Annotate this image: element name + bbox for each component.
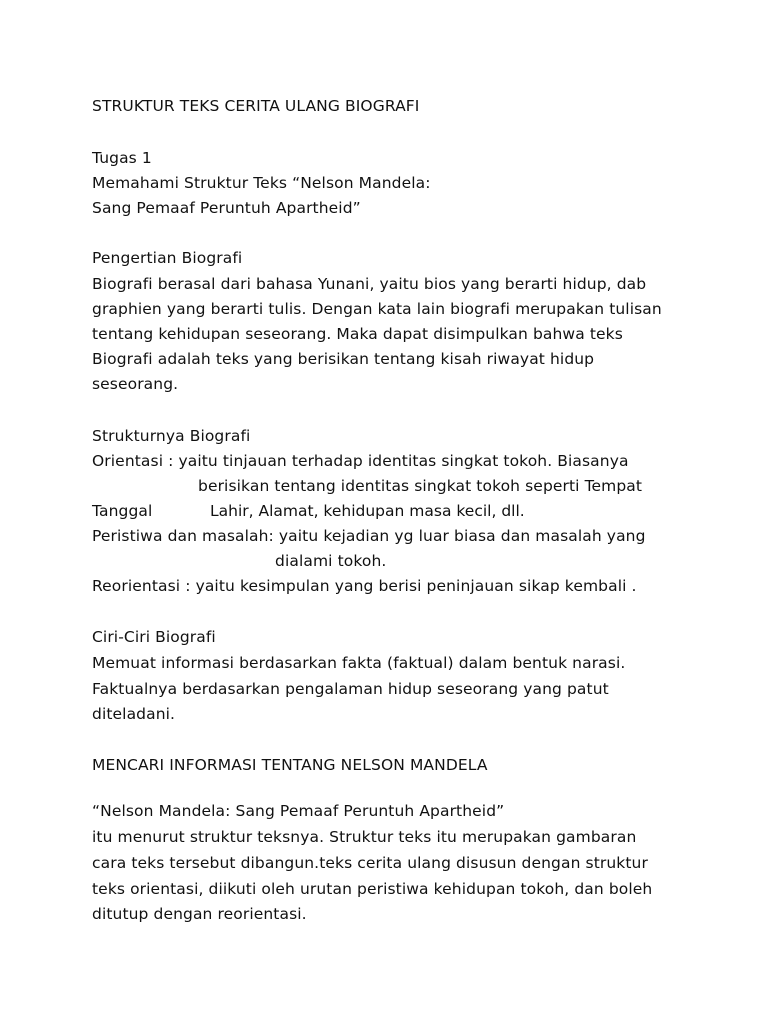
pengertian-line: tentang kehidupan seseorang. Maka dapat disimpulkan bahwa teks — [92, 325, 623, 343]
mencari-line: ditutup dengan reorientasi. — [92, 905, 307, 923]
ciri-line: Faktualnya berdasarkan pengalaman hidup seseorang yang patut — [92, 680, 609, 698]
orientasi-line-3a: Tanggal — [92, 502, 153, 520]
orientasi-line-1: Orientasi : yaitu tinjauan terhadap identitas singkat tokoh. Biasanya — [92, 452, 629, 470]
tugas-line-1: Memahami Struktur Teks “Nelson Mandela: — [92, 174, 431, 192]
reorientasi-line: Reorientasi : yaitu kesimpulan yang berisi peninjauan sikap kembali . — [92, 577, 637, 595]
mencari-quote: “Nelson Mandela: Sang Pemaaf Peruntuh Apartheid” — [92, 802, 505, 820]
ciri-line: Memuat informasi berdasarkan fakta (faktual) dalam bentuk narasi. — [92, 654, 626, 672]
pengertian-line: graphien yang berarti tulis. Dengan kata lain biografi merupakan tulisan — [92, 300, 662, 318]
peristiwa-line-1: Peristiwa dan masalah: yaitu kejadian yg luar biasa dan masalah yang — [92, 527, 646, 545]
pengertian-line: seseorang. — [92, 375, 179, 393]
document-title: STRUKTUR TEKS CERITA ULANG BIOGRAFI — [92, 97, 420, 115]
mencari-heading: MENCARI INFORMASI TENTANG NELSON MANDELA — [92, 756, 488, 774]
orientasi-line-2: berisikan tentang identitas singkat tokoh seperti Tempat — [198, 477, 643, 495]
ciri-line: diteladani. — [92, 705, 176, 723]
tugas-line-2: Sang Pemaaf Peruntuh Apartheid” — [92, 199, 361, 217]
pengertian-line: Biografi berasal dari bahasa Yunani, yaitu bios yang berarti hidup, dab — [92, 275, 647, 293]
mencari-line: itu menurut struktur teksnya. Struktur teks itu merupakan gambaran — [92, 828, 637, 846]
ciri-heading: Ciri-Ciri Biografi — [92, 628, 216, 646]
mencari-line: teks orientasi, diikuti oleh urutan peristiwa kehidupan tokoh, dan boleh — [92, 880, 653, 898]
peristiwa-line-2: dialami tokoh. — [275, 552, 387, 570]
orientasi-line-3b: Lahir, Alamat, kehidupan masa kecil, dll. — [210, 502, 525, 520]
pengertian-heading: Pengertian Biografi — [92, 249, 243, 267]
struktur-heading: Strukturnya Biografi — [92, 427, 251, 445]
pengertian-line: Biografi adalah teks yang berisikan tentang kisah riwayat hidup — [92, 350, 595, 368]
tugas-label: Tugas 1 — [92, 149, 152, 167]
mencari-line: cara teks tersebut dibangun.teks cerita ulang disusun dengan struktur — [92, 854, 648, 872]
